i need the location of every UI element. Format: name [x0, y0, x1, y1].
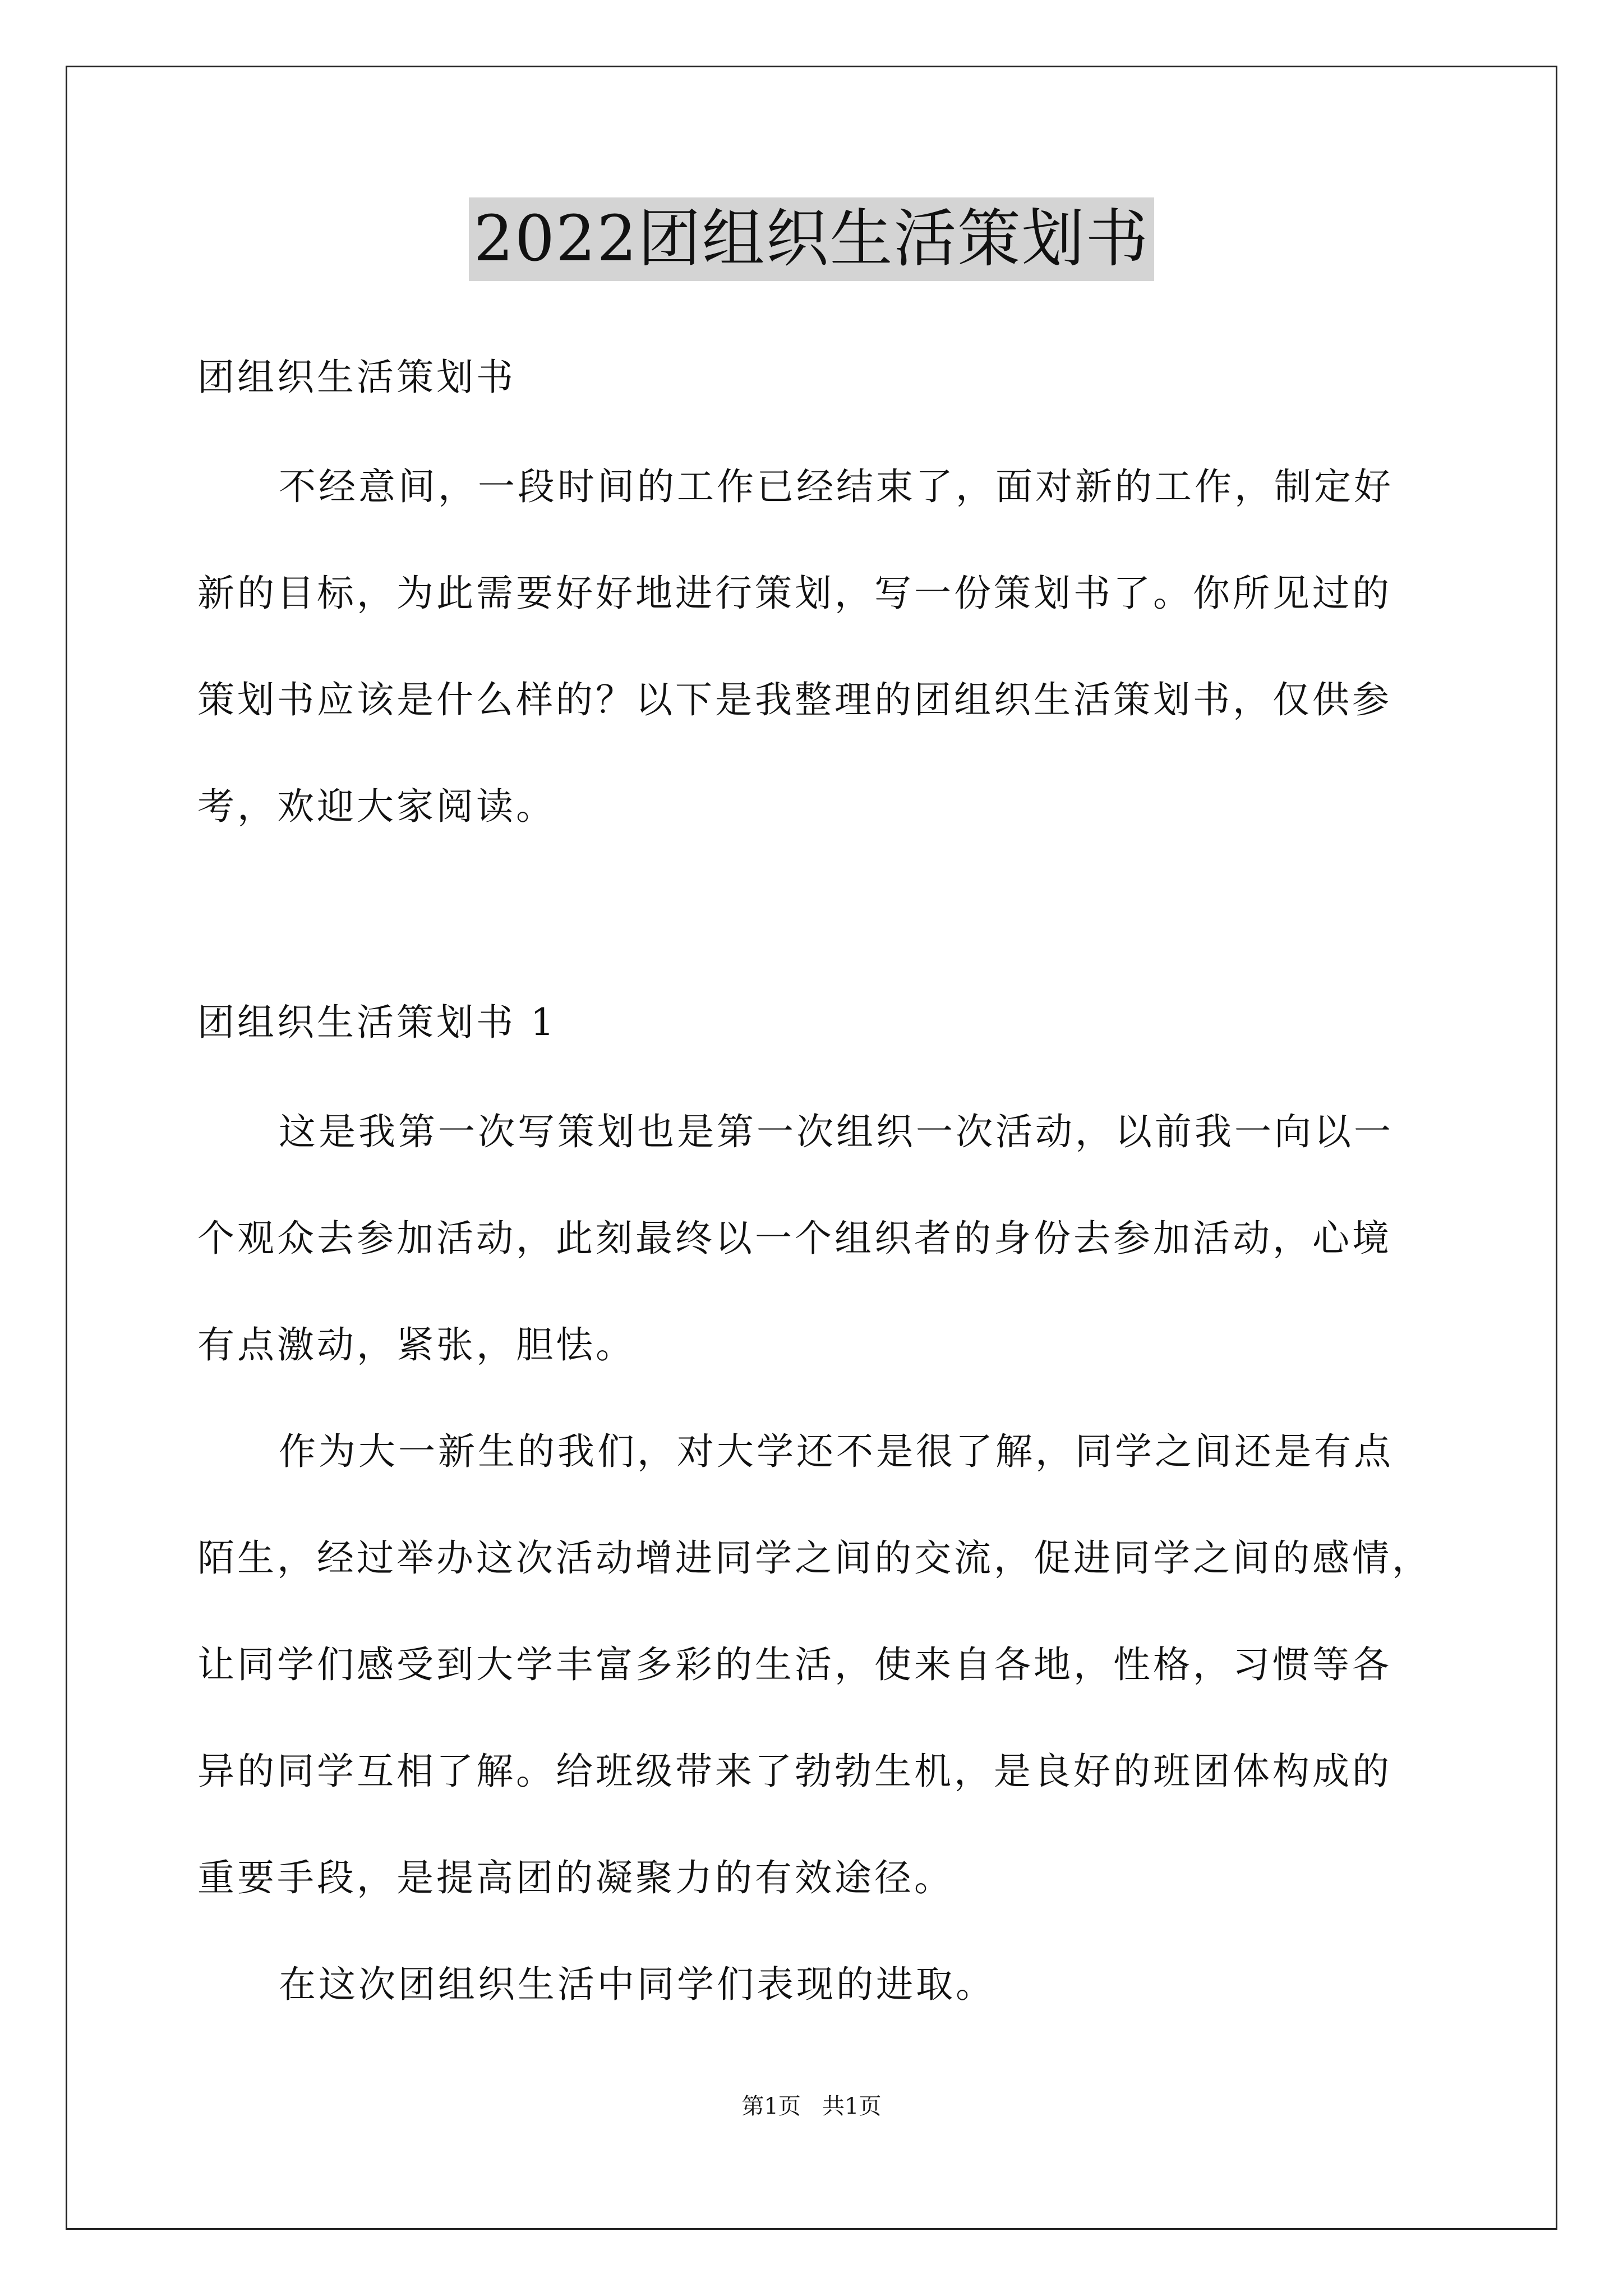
paragraph-line: 作为大一新生的我们，对大学还不是很了解，同学之间还是有点: [279, 1430, 1394, 1473]
paragraph-line: 在这次团组织生活中同学们表现的进取。: [279, 1963, 995, 2006]
paragraph-line: 陌生，经过举办这次活动增进同学之间的交流，促进同学之间的感情，: [197, 1536, 1432, 1580]
paragraph-line: 有点激动，紧张，胆怯。: [197, 1323, 635, 1366]
paragraph-line: 考，欢迎大家阅读。: [197, 785, 556, 828]
paragraph-line: 重要手段，是提高团的凝聚力的有效途径。: [197, 1856, 954, 1899]
paragraph-line: 让同学们感受到大学丰富多彩的生活，使来自各地，性格，习惯等各: [197, 1643, 1392, 1686]
section-heading-intro: 团组织生活策划书: [197, 356, 516, 399]
section-heading-1: 团组织生活策划书 1: [197, 1001, 557, 1044]
paragraph-line: 不经意间，一段时间的工作已经结束了，面对新的工作，制定好: [279, 465, 1394, 508]
paragraph-line: 个观众去参加活动，此刻最终以一个组织者的身份去参加活动，心境: [197, 1217, 1392, 1260]
paragraph-line: 这是我第一次写策划也是第一次组织一次活动，以前我一向以一: [279, 1110, 1394, 1153]
paragraph-line: 新的目标，为此需要好好地进行策划，写一份策划书了。你所见过的: [197, 572, 1392, 615]
paragraph-line: 策划书应该是什么样的？以下是我整理的团组织生活策划书，仅供参: [197, 678, 1392, 721]
title-container: [0, 197, 1623, 281]
page-footer: 第1页 共1页: [741, 2093, 882, 2119]
document-title: 2022团组织生活策划书: [469, 197, 1154, 281]
paragraph-line: 异的同学互相了解。给班级带来了勃勃生机，是良好的班团体构成的: [197, 1750, 1392, 1793]
